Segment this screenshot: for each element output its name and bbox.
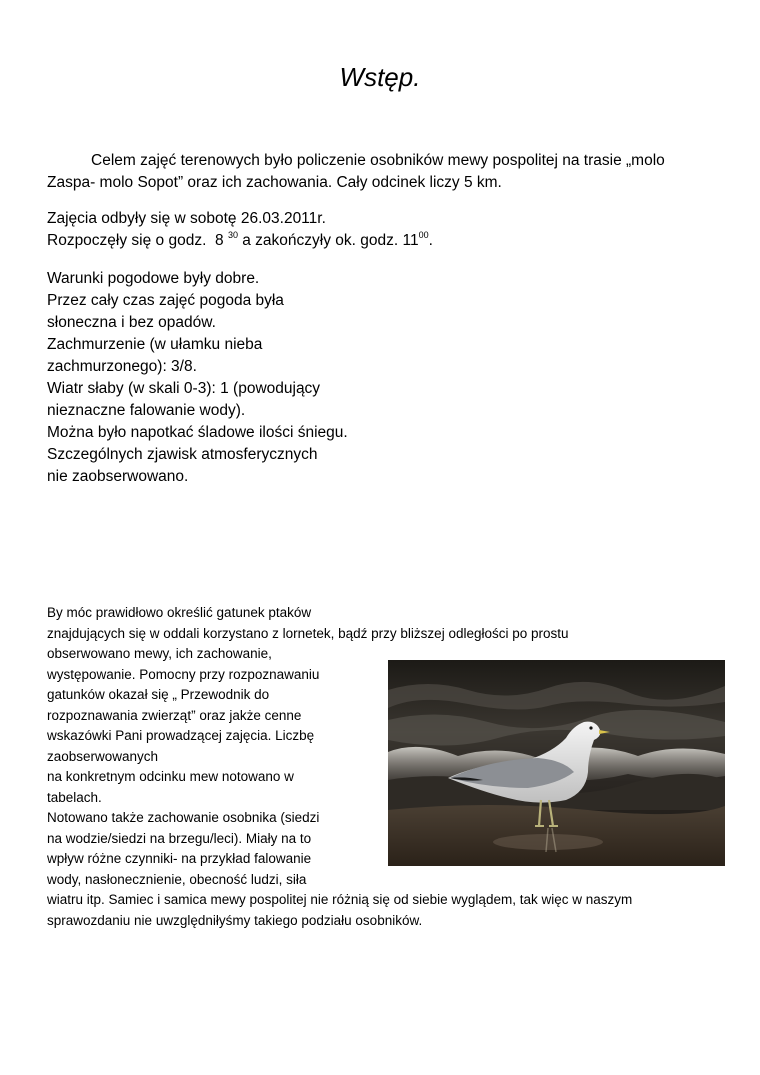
method-line: sprawozdaniu nie uwzględniłyśmy takiego podziału osobników. bbox=[47, 912, 423, 928]
start-minutes: 30 bbox=[227, 229, 238, 240]
method-line: By móc prawidłowo określić gatunek ptaków bbox=[47, 605, 312, 620]
weather-line: zachmurzonego): 3/8. bbox=[47, 358, 197, 375]
page-title: Wstęp. bbox=[339, 62, 421, 92]
weather-paragraph bbox=[47, 268, 348, 488]
method-line: na wodzie/siedzi na brzegu/leci). Miały na to bbox=[47, 830, 312, 846]
intro-paragraph bbox=[47, 150, 665, 194]
schedule-time-start-text: Rozpoczęły się o godz. 8 bbox=[47, 232, 228, 249]
method-line: wskazówki Pani prowadzącej zajęcia. Liczbę bbox=[47, 728, 315, 743]
method-line: Notowano także zachowanie osobnika (siedzi bbox=[47, 810, 320, 825]
seagull-photo bbox=[388, 660, 725, 866]
method-line: rozpoznawania zwierząt” oraz jakże cenne bbox=[47, 707, 302, 723]
method-line: wiatru itp. Samiec i samica mewy pospolitej nie różnią się od siebie wyglądem, tak więc w naszym bbox=[47, 892, 633, 907]
intro-line: Zaspa- molo Sopot” oraz ich zachowania. Cały odcinek liczy 5 km. bbox=[47, 174, 502, 191]
method-line: zaobserwowanych bbox=[47, 748, 159, 764]
weather-line: Warunki pogodowe były dobre. bbox=[47, 270, 260, 287]
weather-line: Można było napotkać śladowe ilości śniegu. bbox=[47, 424, 348, 441]
intro-line: Celem zajęć terenowych było policzenie osobników mewy pospolitej na trasie „molo bbox=[91, 152, 665, 169]
weather-line: słoneczna i bez opadów. bbox=[47, 314, 216, 331]
method-line: tabelach. bbox=[47, 789, 102, 805]
schedule-time-mid-text: a zakończyły ok. godz. 11 bbox=[237, 232, 419, 249]
weather-line: Wiatr słaby (w skali 0-3): 1 (powodujący bbox=[47, 380, 321, 397]
weather-line: Zachmurzenie (w ułamku nieba bbox=[47, 336, 263, 353]
seagull-photo-icon bbox=[388, 660, 725, 866]
end-minutes: 00 bbox=[418, 229, 429, 240]
method-line: obserwowano mewy, ich zachowanie, bbox=[47, 646, 272, 661]
method-line: znajdujących się w oddali korzystano z lornetek, bądź przy bliższej odległości po prostu bbox=[47, 625, 569, 641]
method-line: wpływ różne czynniki- na przykład falowanie bbox=[47, 851, 312, 866]
weather-line: nie zaobserwowano. bbox=[47, 468, 189, 485]
method-line: na konkretnym odcinku mew notowano w bbox=[47, 769, 294, 784]
schedule-time-end-text: . bbox=[428, 232, 433, 249]
method-line: gatunków okazał się „ Przewodnik do bbox=[47, 687, 270, 702]
schedule-paragraph bbox=[47, 208, 433, 252]
weather-line: Przez cały czas zajęć pogoda była bbox=[47, 292, 284, 309]
schedule-time-line bbox=[47, 230, 433, 252]
weather-line: nieznaczne falowanie wody). bbox=[47, 402, 246, 419]
schedule-date-line: Zajęcia odbyły się w sobotę 26.03.2011r. bbox=[47, 210, 326, 227]
weather-line: Szczególnych zjawisk atmosferycznych bbox=[47, 446, 318, 463]
method-line: wody, nasłonecznienie, obecność ludzi, siła bbox=[47, 871, 307, 887]
method-line: występowanie. Pomocny przy rozpoznawaniu bbox=[47, 666, 320, 682]
